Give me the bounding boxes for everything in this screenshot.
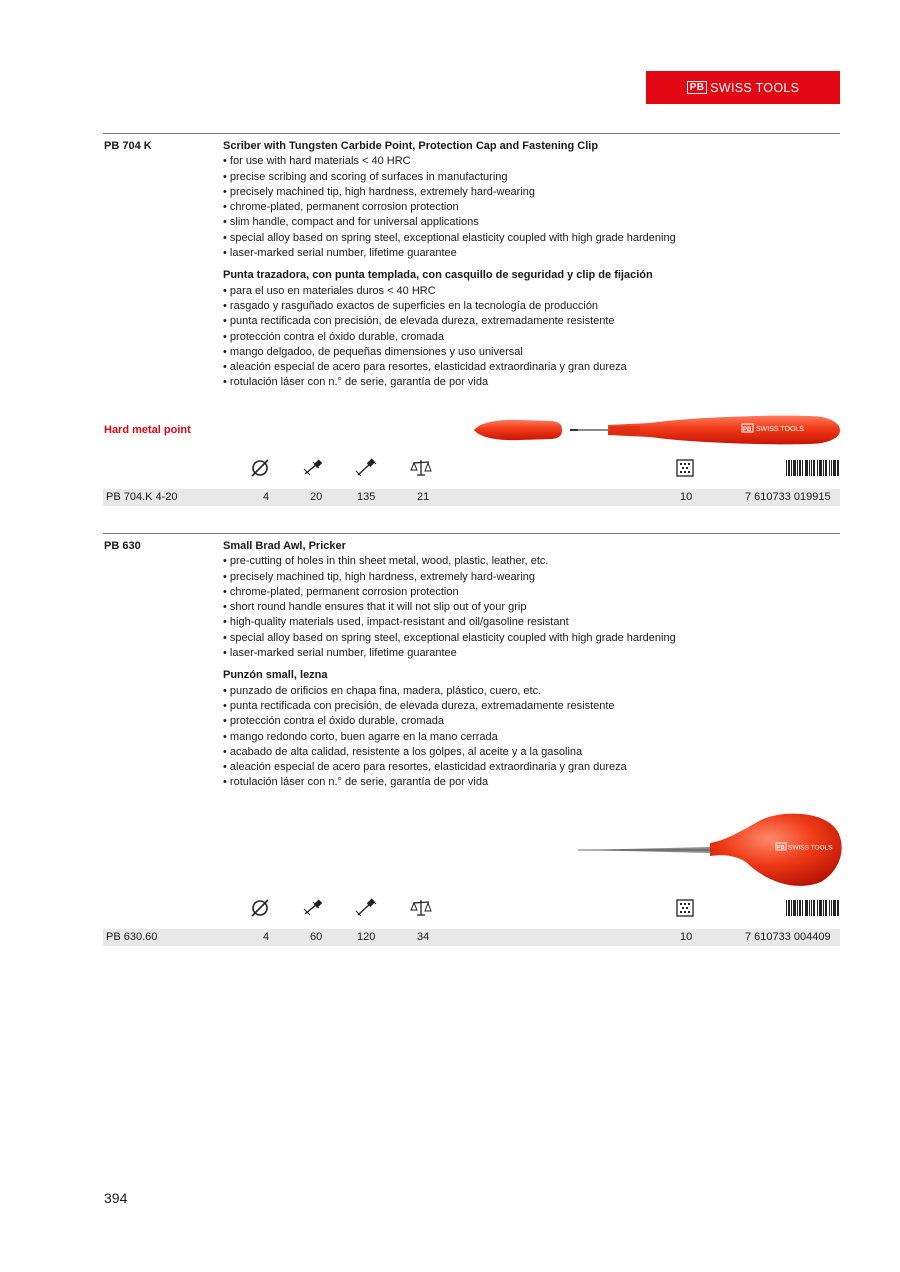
ean-code: 7 610733 004409 — [745, 931, 831, 943]
article-number: PB 630.60 — [106, 931, 158, 943]
list-item: • aleación especial de acero para resortes, elasticidad extraordinaria y gran dureza — [223, 360, 840, 375]
table-row — [103, 489, 840, 506]
blade-length-icon — [302, 898, 324, 918]
list-item: • acabado de alta calidad, resistente a los golpes, al aceite y a la gasolina — [223, 745, 840, 760]
list-item: • mango delgadoo, de pequeñas dimensiones y uso universal — [223, 345, 840, 360]
list-item: • aleación especial de acero para resortes, elasticidad extraordinaria y gran dureza — [223, 760, 840, 775]
list-item: • precise scribing and scoring of surfaces in manufacturing — [223, 170, 840, 185]
pack-quantity: 10 — [680, 931, 693, 943]
list-item: • special alloy based on spring steel, exceptional elasticity coupled with high grade hardening — [223, 231, 840, 246]
total-length-value: 120 — [357, 931, 376, 943]
list-item: • for use with hard materials < 40 HRC — [223, 154, 840, 169]
page-number: 394 — [104, 1190, 128, 1206]
package-icon — [674, 458, 696, 478]
product-title-en: Scriber with Tungsten Carbide Point, Protection Cap and Fastening Clip — [223, 140, 599, 152]
weight-scale-icon — [410, 458, 432, 478]
section-divider — [103, 533, 840, 534]
blade-length-value: 60 — [310, 931, 323, 943]
image-brand-text: SWISS TOOLS — [788, 844, 833, 852]
total-length-value: 135 — [357, 491, 376, 503]
barcode-icon — [786, 898, 840, 918]
list-item: • rotulación láser con n.° de serie, garantía de por vida — [223, 775, 840, 790]
feature-label: Hard metal point — [104, 424, 191, 436]
ean-code: 7 610733 019915 — [745, 491, 831, 503]
svg-text:PB: PB — [777, 845, 785, 851]
weight-value: 21 — [417, 491, 430, 503]
list-item: • pre-cutting of holes in thin sheet metal, wood, plastic, leather, etc. — [223, 554, 840, 569]
list-item: • laser-marked serial number, lifetime guarantee — [223, 246, 840, 261]
product-title-es: Punzón small, lezna — [223, 669, 328, 682]
section-divider — [103, 133, 840, 134]
barcode-icon — [786, 458, 840, 478]
blade-length-value: 20 — [310, 491, 323, 503]
list-item: • short round handle ensures that it will not slip out of your grip — [223, 600, 840, 615]
list-item: • chrome-plated, permanent corrosion protection — [223, 585, 840, 600]
product-description — [223, 539, 840, 791]
list-item: • special alloy based on spring steel, exceptional elasticity coupled with high grade hardening — [223, 631, 840, 646]
list-item: • precisely machined tip, high hardness, extremely hard-wearing — [223, 570, 840, 585]
package-icon — [674, 898, 696, 918]
table-row — [103, 929, 840, 946]
list-item: • punta rectificada con precisión, de elevada dureza, extremadamente resistente — [223, 699, 840, 714]
diameter-value: 4 — [263, 491, 270, 503]
feature-list-en — [223, 554, 840, 661]
list-item: • mango redondo corto, buen agarre en la mano cerrada — [223, 730, 840, 745]
scriber-image — [470, 408, 842, 452]
list-item: • laser-marked serial number, lifetime guarantee — [223, 646, 840, 661]
list-item: • precisely machined tip, high hardness, extremely hard-wearing — [223, 185, 840, 200]
brand-logo — [646, 71, 840, 104]
blade-length-icon — [302, 458, 324, 478]
awl-image — [576, 810, 844, 890]
list-item: • chrome-plated, permanent corrosion protection — [223, 200, 840, 215]
spec-icons-row — [0, 458, 900, 482]
feature-list-en — [223, 154, 840, 261]
product-code: PB 704 K — [104, 140, 152, 152]
diameter-value: 4 — [263, 931, 270, 943]
list-item: • punta rectificada con precisión, de elevada dureza, extremadamente resistente — [223, 314, 840, 329]
feature-list-es — [223, 284, 840, 391]
logo-text: SWISS TOOLS — [710, 80, 800, 95]
svg-text:PB: PB — [743, 427, 752, 433]
product-code: PB 630 — [104, 540, 141, 552]
list-item: • slim handle, compact and for universal applications — [223, 215, 840, 230]
list-item: • rotulación láser con n.° de serie, garantía de por vida — [223, 375, 840, 390]
list-item: • punzado de orificios en chapa fina, madera, plástico, cuero, etc. — [223, 684, 840, 699]
list-item: • protección contra el óxido durable, cromada — [223, 714, 840, 729]
total-length-icon — [355, 458, 377, 478]
list-item: • rasgado y rasguñado exactos de superficies en la tecnología de producción — [223, 299, 840, 314]
image-brand-text: SWISS TOOLS — [756, 426, 804, 433]
list-item: • high-quality materials used, impact-resistant and oil/gasoline resistant — [223, 615, 840, 630]
diameter-icon — [249, 458, 271, 478]
pack-quantity: 10 — [680, 491, 693, 503]
feature-list-es — [223, 684, 840, 791]
list-item: • protección contra el óxido durable, cromada — [223, 330, 840, 345]
list-item: • para el uso en materiales duros < 40 HRC — [223, 284, 840, 299]
article-number: PB 704.K 4-20 — [106, 491, 178, 503]
weight-scale-icon — [410, 898, 432, 918]
total-length-icon — [355, 898, 377, 918]
product-title-en: Small Brad Awl, Pricker — [223, 540, 346, 552]
logo-pb: PB — [687, 81, 708, 94]
spec-icons-row — [0, 898, 900, 922]
weight-value: 34 — [417, 931, 430, 943]
product-description — [223, 139, 840, 391]
product-title-es: Punta trazadora, con punta templada, con casquillo de seguridad y clip de fijación — [223, 269, 653, 282]
diameter-icon — [249, 898, 271, 918]
